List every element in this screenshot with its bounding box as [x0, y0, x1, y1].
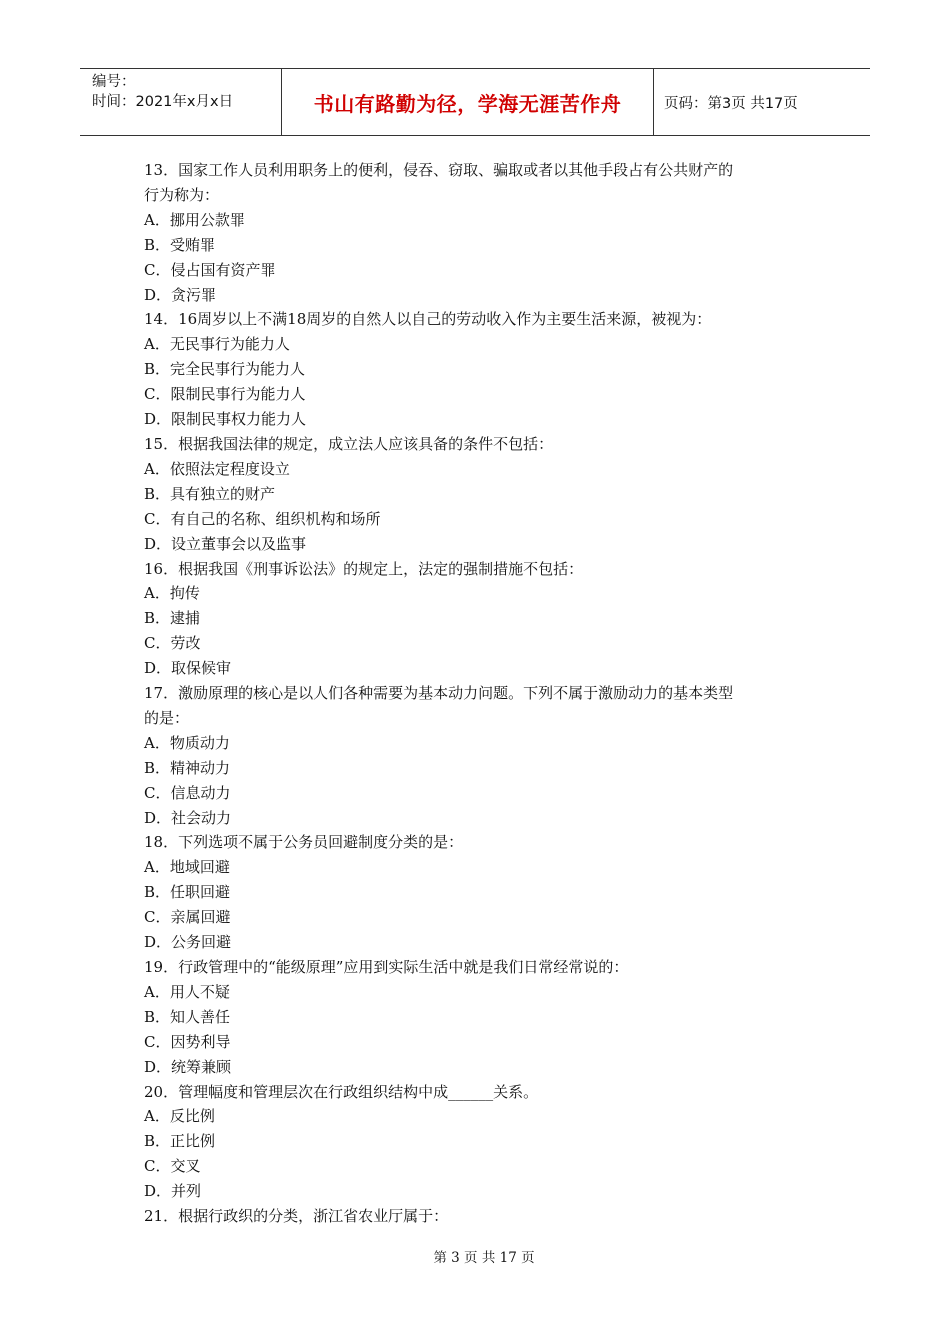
- time-label: 时间：2021年x月x日: [92, 94, 234, 110]
- text-line: D．社会动力: [144, 808, 232, 827]
- text-line: D．贪污罪: [144, 285, 217, 304]
- text-line: A．用人不疑: [144, 982, 230, 1001]
- text-line: B．任职回避: [144, 883, 231, 902]
- text-line: A．挪用公款罪: [144, 210, 245, 229]
- text-line: A．无民事行为能力人: [144, 335, 290, 354]
- text-line: D．统筹兼顾: [144, 1057, 232, 1076]
- text-line: D．并列: [144, 1182, 202, 1201]
- text-line: 19．行政管理中的“能级原理”应用到实际生活中就是我们日常经常说的：: [144, 958, 629, 976]
- text-line: C．劳改: [144, 634, 201, 653]
- text-line: D．限制民事权力能力人: [144, 410, 307, 429]
- text-line: 15．根据我国法律的规定，成立法人应该具备的条件不包括：: [144, 434, 554, 453]
- serial-label: 编号：: [92, 74, 136, 90]
- text-line: A．依照法定程度设立: [144, 459, 290, 478]
- text-line: B．正比例: [144, 1132, 216, 1151]
- text-line: A．反比例: [144, 1107, 215, 1126]
- text-line: 14．16周岁以上不满18周岁的自然人以自己的劳动收入作为主要生活来源，被视为：: [144, 310, 712, 329]
- text-line: B．知人善任: [144, 1007, 231, 1026]
- text-line: A．拘传: [144, 584, 200, 603]
- text-line: D．取保候审: [144, 659, 232, 678]
- question-list: [144, 158, 814, 1229]
- text-line: C．有自己的名称、组织机构和场所: [144, 509, 381, 528]
- text-line: C．交叉: [144, 1157, 201, 1176]
- text-line: C．信息动力: [144, 783, 231, 802]
- text-line: C．限制民事行为能力人: [144, 385, 306, 404]
- text-line: B．逮捕: [144, 609, 201, 628]
- page-header: [80, 68, 870, 136]
- text-line: 的是：: [144, 708, 190, 727]
- text-line: A．物质动力: [144, 733, 230, 752]
- text-line: 行为称为：: [144, 185, 220, 204]
- text-line: A．地域回避: [144, 858, 230, 877]
- text-line: 20．管理幅度和管理层次在行政组织结构中成______关系。: [144, 1082, 539, 1101]
- text-line: C．因势利导: [144, 1032, 231, 1051]
- text-line: B．完全民事行为能力人: [144, 360, 306, 379]
- page-footer: 第 3 页 共 17 页: [433, 1250, 535, 1266]
- text-line: 17．激励原理的核心是以人们各种需要为基本动力问题。下列不属于激励动力的基本类型: [144, 684, 734, 703]
- header-page-info: 页码：第3页 共17页: [664, 95, 798, 112]
- text-line: C．侵占国有资产罪: [144, 260, 276, 279]
- text-line: 13．国家工作人员利用职务上的便利，侵吞、窃取、骗取或者以其他手段占有公共财产的: [144, 161, 734, 179]
- text-line: 18．下列选项不属于公务员回避制度分类的是：: [144, 833, 464, 852]
- text-line: C．亲属回避: [144, 908, 231, 927]
- text-line: D．公务回避: [144, 933, 232, 952]
- text-line: B．具有独立的财产: [144, 484, 276, 503]
- text-line: B．受贿罪: [144, 235, 216, 254]
- text-line: D．设立董事会以及监事: [144, 534, 307, 553]
- text-line: B．精神动力: [144, 758, 231, 777]
- text-line: 21．根据行政织的分类，浙江省农业厅属于：: [144, 1207, 449, 1226]
- header-motto: 书山有路勤为径，学海无涯苦作舟: [282, 69, 654, 135]
- header-meta-cell: [80, 69, 282, 135]
- text-line: 16．根据我国《刑事诉讼法》的规定上，法定的强制措施不包括：: [144, 559, 584, 578]
